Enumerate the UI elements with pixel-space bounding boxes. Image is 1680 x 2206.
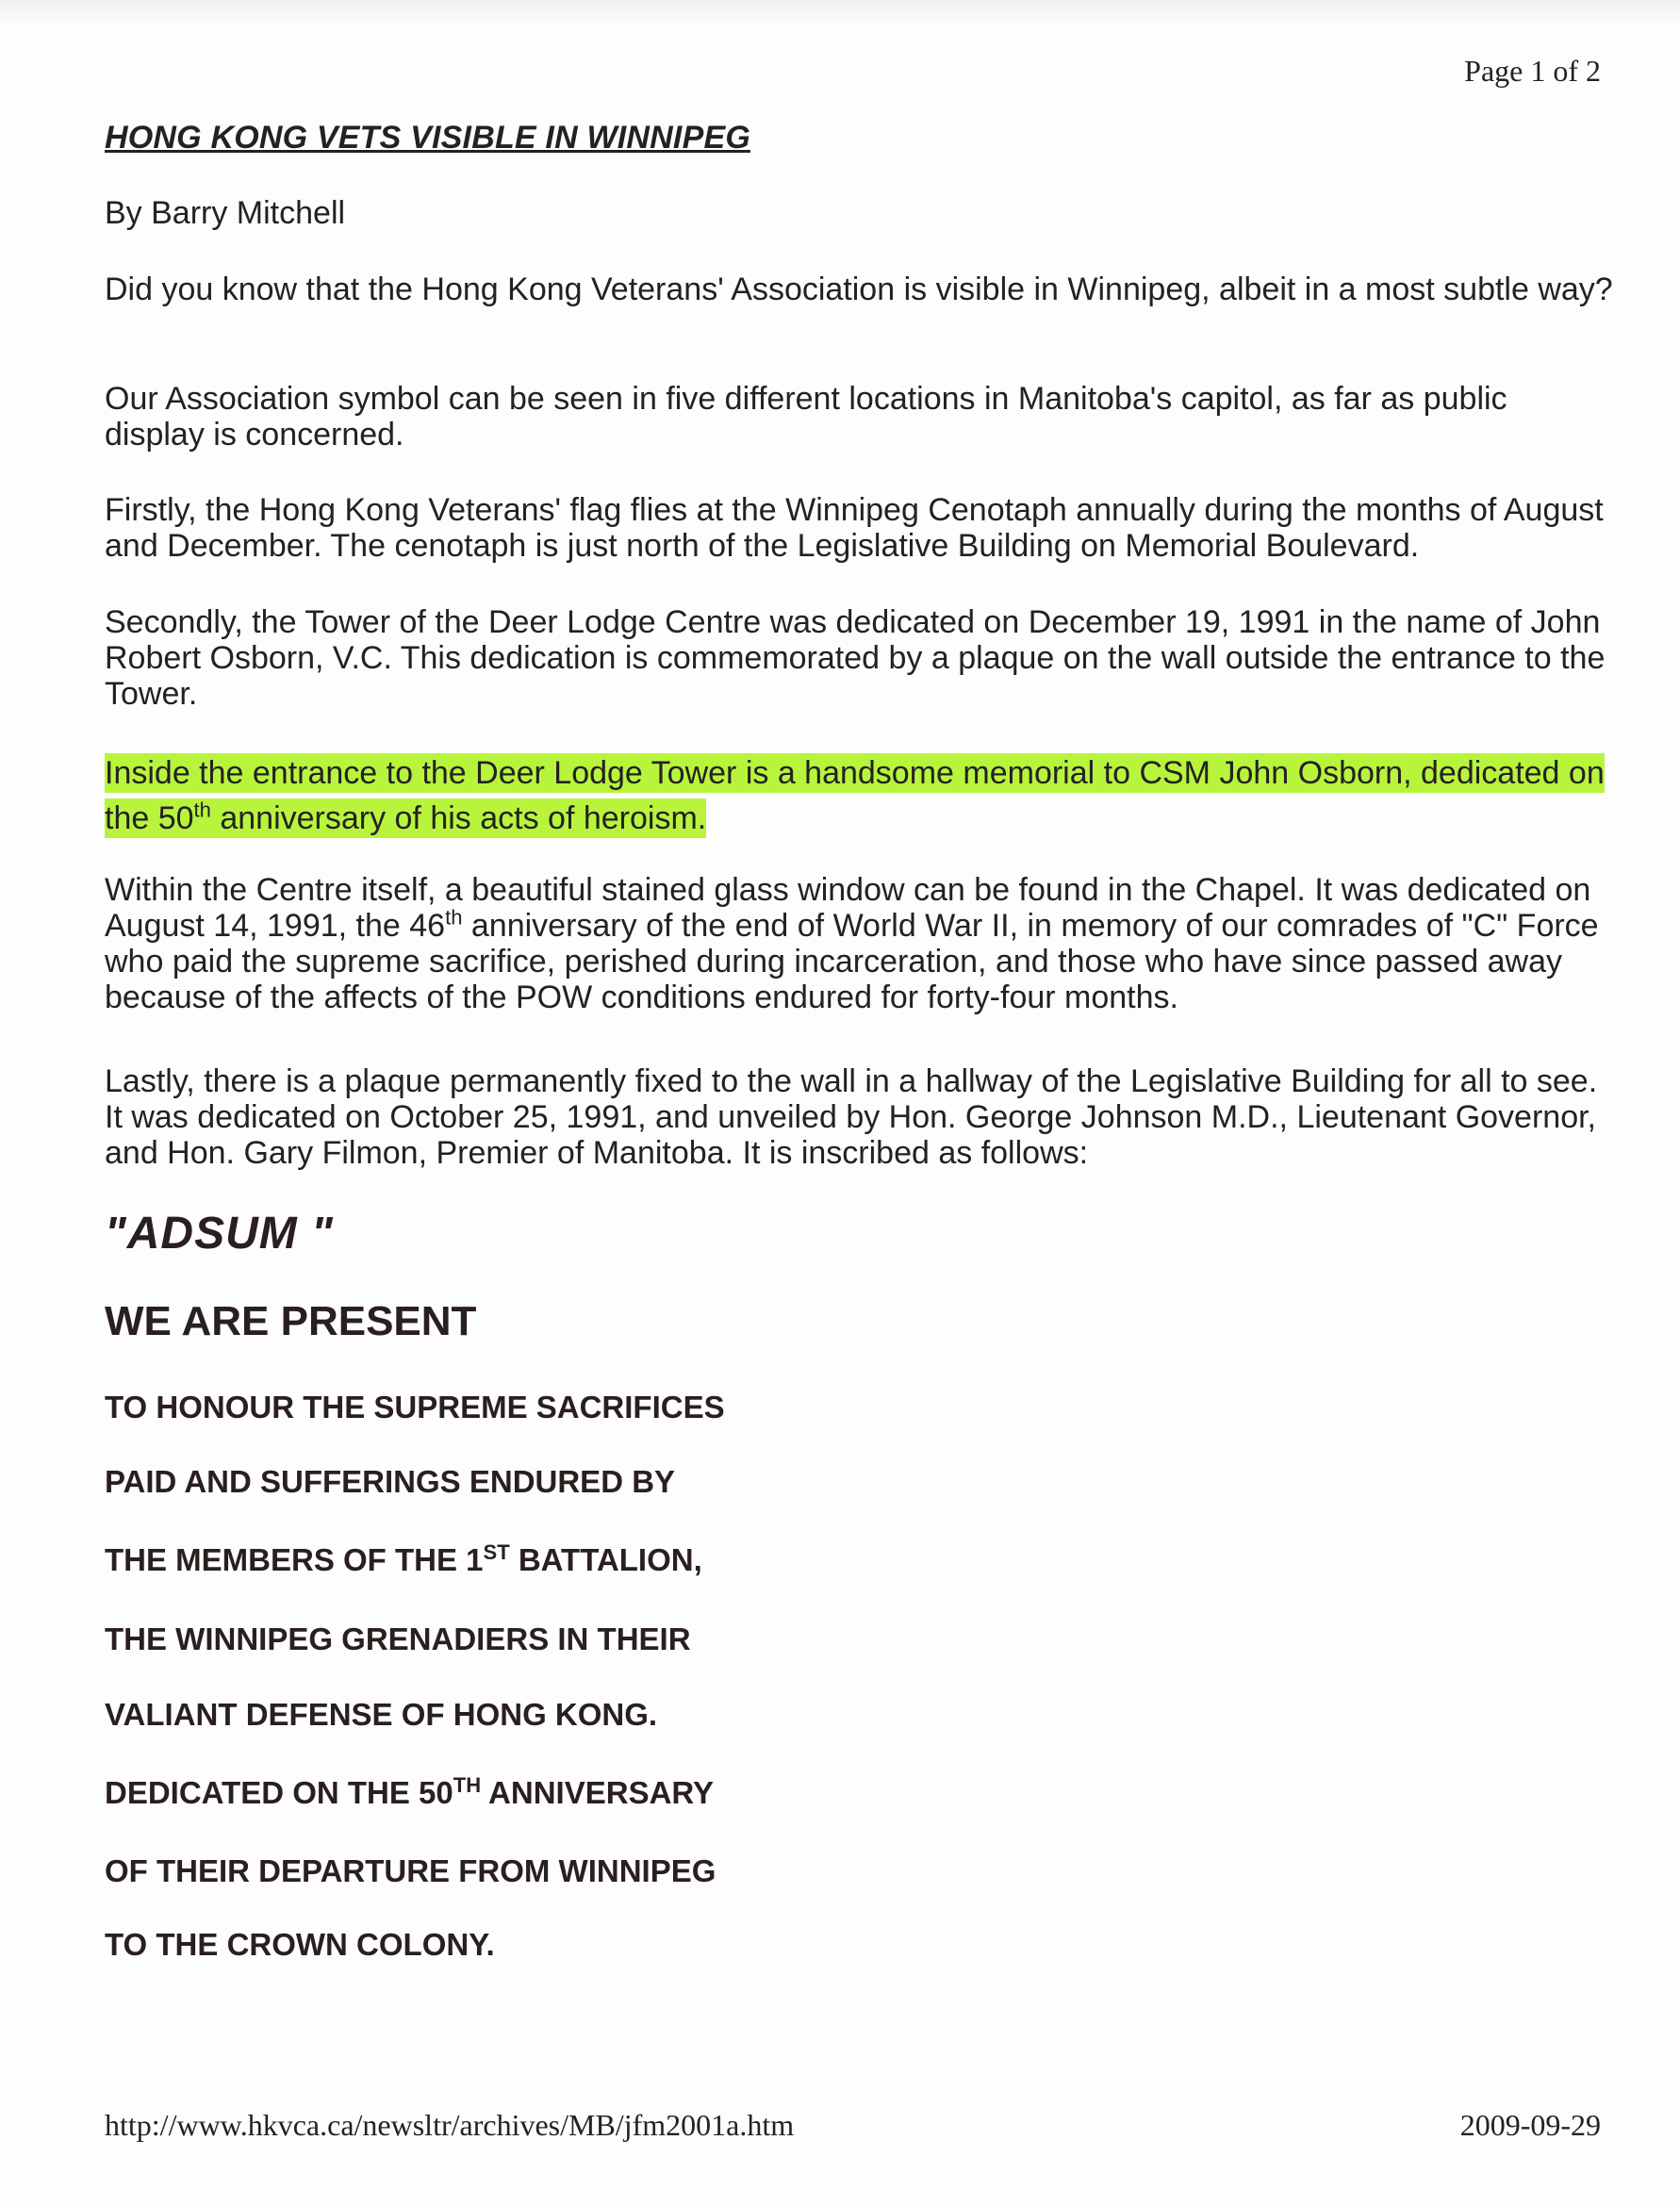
scan-edge <box>0 0 1680 28</box>
page-number: Page 1 of 2 <box>1464 54 1601 88</box>
inscription-adsum: "ADSUM " <box>105 1209 334 1259</box>
ordinal-suffix: ST <box>483 1540 510 1564</box>
ordinal-suffix: th <box>193 798 211 822</box>
paragraph-symbol-locations: Our Association symbol can be seen in five different locations in Manitoba's capitol, as far as public display is concerned. <box>105 381 1507 453</box>
paragraph-legislative-plaque: Lastly, there is a plaque permanently fixed to the wall in a hallway of the Legislative Building for all to see. It was dedicated on October 25, 1991, and unveiled by Hon. George Johnson M.D., Lieutenant Governor, and Hon. Gary Filmon, Premier of Manitoba. It is inscribed as follows: <box>105 1063 1598 1171</box>
paragraph-intro: Did you know that the Hong Kong Veterans' Association is visible in Winnipeg, albeit in a most subtle way? <box>105 272 1613 307</box>
byline: By Barry Mitchell <box>105 195 346 231</box>
inscription-we-are-present: WE ARE PRESENT <box>105 1298 477 1344</box>
inscription-line6-part1: DEDICATED ON THE 50 <box>105 1775 453 1810</box>
inscription-line6-part2: ANNIVERSARY <box>481 1775 715 1810</box>
stained-glass-text-part1: Within the Centre itself, a beautiful stained glass window can be found in the Chapel. It was dedicated on August 14, 1991, the 46 <box>105 872 1591 944</box>
ordinal-suffix: TH <box>453 1773 482 1797</box>
inscription-line3-part2: BATTALION, <box>509 1542 702 1577</box>
inscription-line: TO THE CROWN COLONY. <box>105 1927 495 1962</box>
paragraph-stained-glass <box>105 872 1613 1015</box>
inscription-line3-part1: THE MEMBERS OF THE 1 <box>105 1542 484 1577</box>
inscription-line <box>105 1775 714 1811</box>
inscription-line: PAID AND SUFFERINGS ENDURED BY <box>105 1464 676 1499</box>
inscription-line <box>105 1542 702 1578</box>
article-title: HONG KONG VETS VISIBLE IN WINNIPEG <box>105 120 750 156</box>
stained-glass-text-part2: anniversary of the end of World War II, in memory of our comrades of "C" Force who paid the supreme sacrifice, perished during incarceration, and those who have since passed away because of the affects of the POW conditions endured for forty-four months. <box>105 908 1599 1015</box>
footer-date: 2009-09-29 <box>1459 2108 1601 2142</box>
inscription-line: OF THEIR DEPARTURE FROM WINNIPEG <box>105 1853 716 1888</box>
ordinal-suffix: th <box>445 905 463 930</box>
paragraph-deer-lodge-tower: Secondly, the Tower of the Deer Lodge Centre was dedicated on December 19, 1991 in the name of John Robert Osborn, V.C. This dedication is commemorated by a plaque on the wall outside the entrance to the Tower. <box>105 604 1606 712</box>
inscription-line: VALIANT DEFENSE OF HONG KONG. <box>105 1697 658 1732</box>
inscription-line: THE WINNIPEG GRENADIERS IN THEIR <box>105 1622 691 1656</box>
memorial-text-part1: Inside the entrance to the Deer Lodge Tower is a handsome memorial to CSM John Osborn, dedicated on the 50 <box>105 755 1605 836</box>
footer-url: http://www.hkvca.ca/newsltr/archives/MB/jfm2001a.htm <box>105 2108 795 2142</box>
paragraph-cenotaph-flag: Firstly, the Hong Kong Veterans' flag flies at the Winnipeg Cenotaph annually during the months of August and December. The cenotaph is just north of the Legislative Building on Memorial Boulevard. <box>105 492 1604 564</box>
inscription-line: TO HONOUR THE SUPREME SACRIFICES <box>105 1390 725 1424</box>
paragraph-osborn-memorial-highlighted <box>105 750 1613 841</box>
memorial-text-part2: anniversary of his acts of heroism. <box>210 800 707 836</box>
highlighted-text <box>105 753 1605 838</box>
